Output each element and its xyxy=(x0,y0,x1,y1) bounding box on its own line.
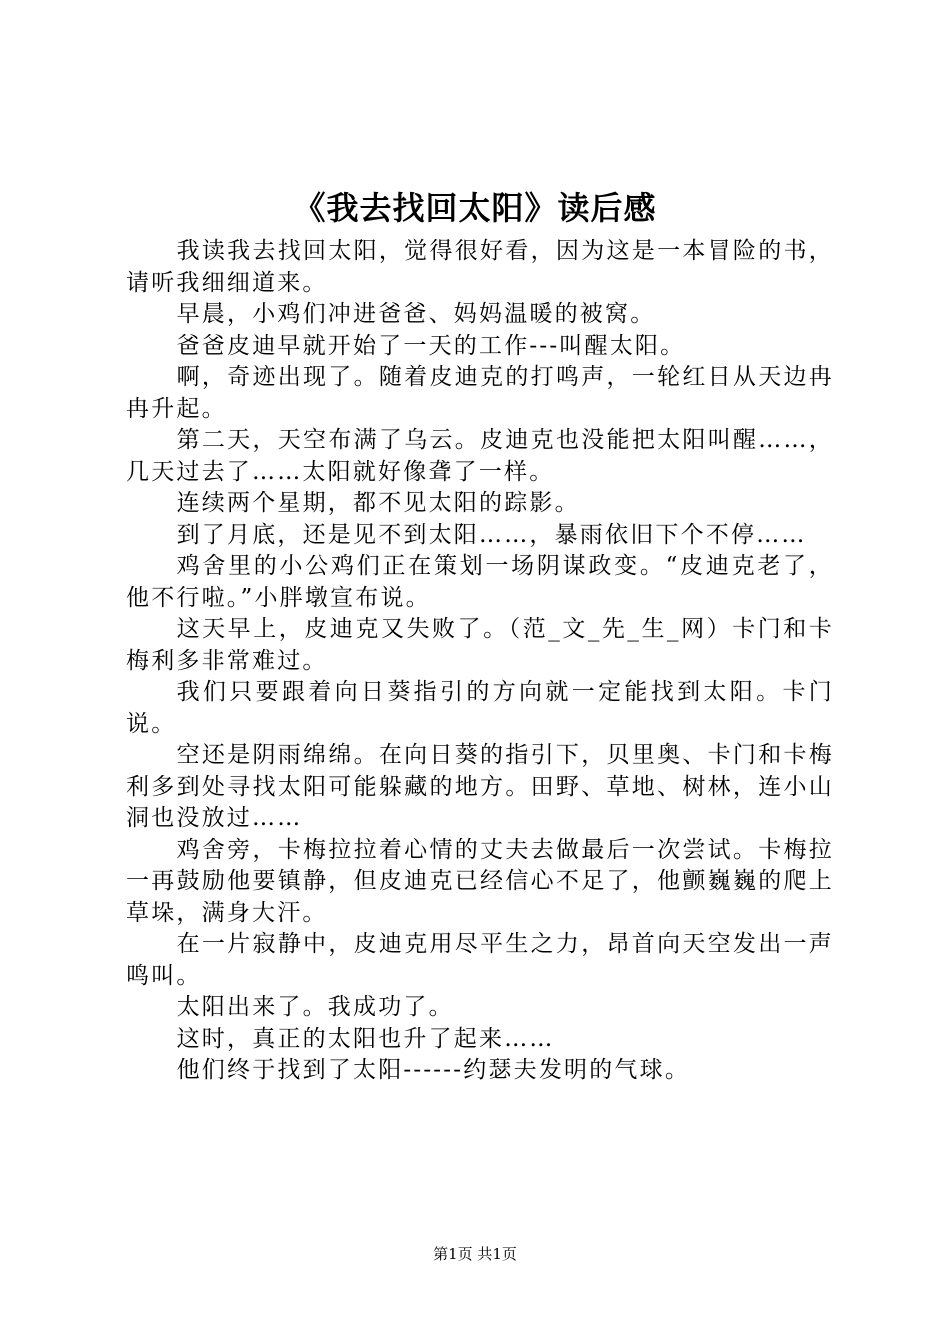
paragraph: 早晨，小鸡们冲进爸爸、妈妈温暖的被窝。 xyxy=(176,301,656,327)
paragraph: 我们只要跟着向日葵指引的方向就一定能找到太阳。卡门说。 xyxy=(126,679,834,737)
document-title: 《我去找回太阳》读后感 xyxy=(293,189,657,227)
paragraph: 啊，奇迹出现了。随着皮迪克的打鸣声，一轮红日从天边冉冉升起。 xyxy=(126,364,834,422)
paragraph: 我读我去找回太阳，觉得很好看，因为这是一本冒险的书，请听我细细道来。 xyxy=(126,238,834,296)
paragraph: 到了月底，还是见不到太阳……，暴雨依旧下个不停…… xyxy=(176,521,807,548)
paragraph: 太阳出来了。我成功了。 xyxy=(176,994,454,1020)
page-footer: 第1页 共1页 xyxy=(433,1245,517,1263)
paragraph: 爸爸皮迪早就开始了一天的工作---叫醒太阳。 xyxy=(176,332,686,359)
paragraph: 在一片寂静中，皮迪克用尽平生之力，昂首向天空发出一声鸣叫。 xyxy=(126,931,834,989)
paragraph: 这天早上，皮迪克又失败了。（范_文_先_生_网）卡门和卡梅利多非常难过。 xyxy=(126,616,834,674)
paragraph: 这时，真正的太阳也升了起来…… xyxy=(176,1025,555,1052)
document-body xyxy=(126,236,834,1087)
paragraph: 他们终于找到了太阳------约瑟夫发明的气球。 xyxy=(176,1057,691,1083)
paragraph: 第二天，天空布满了乌云。皮迪克也没能把太阳叫醒……，几天过去了……太阳就好像聋了一样。 xyxy=(126,427,834,485)
paragraph: 空还是阴雨绵绵。在向日葵的指引下，贝里奥、卡门和卡梅利多到处寻找太阳可能躲藏的地方。田野、草地、树林，连小山洞也没放过…… xyxy=(126,742,834,831)
paragraph: 连续两个星期，都不见太阳的踪影。 xyxy=(176,490,580,516)
paragraph: 鸡舍里的小公鸡们正在策划一场阴谋政变。“皮迪克老了，他不行啦。”小胖墩宣布说。 xyxy=(126,553,834,611)
paragraph: 鸡舍旁，卡梅拉拉着心情的丈夫去做最后一次尝试。卡梅拉一再鼓励他要镇静，但皮迪克已经信心不足了，他颤巍巍的爬上草垛，满身大汗。 xyxy=(126,836,834,926)
